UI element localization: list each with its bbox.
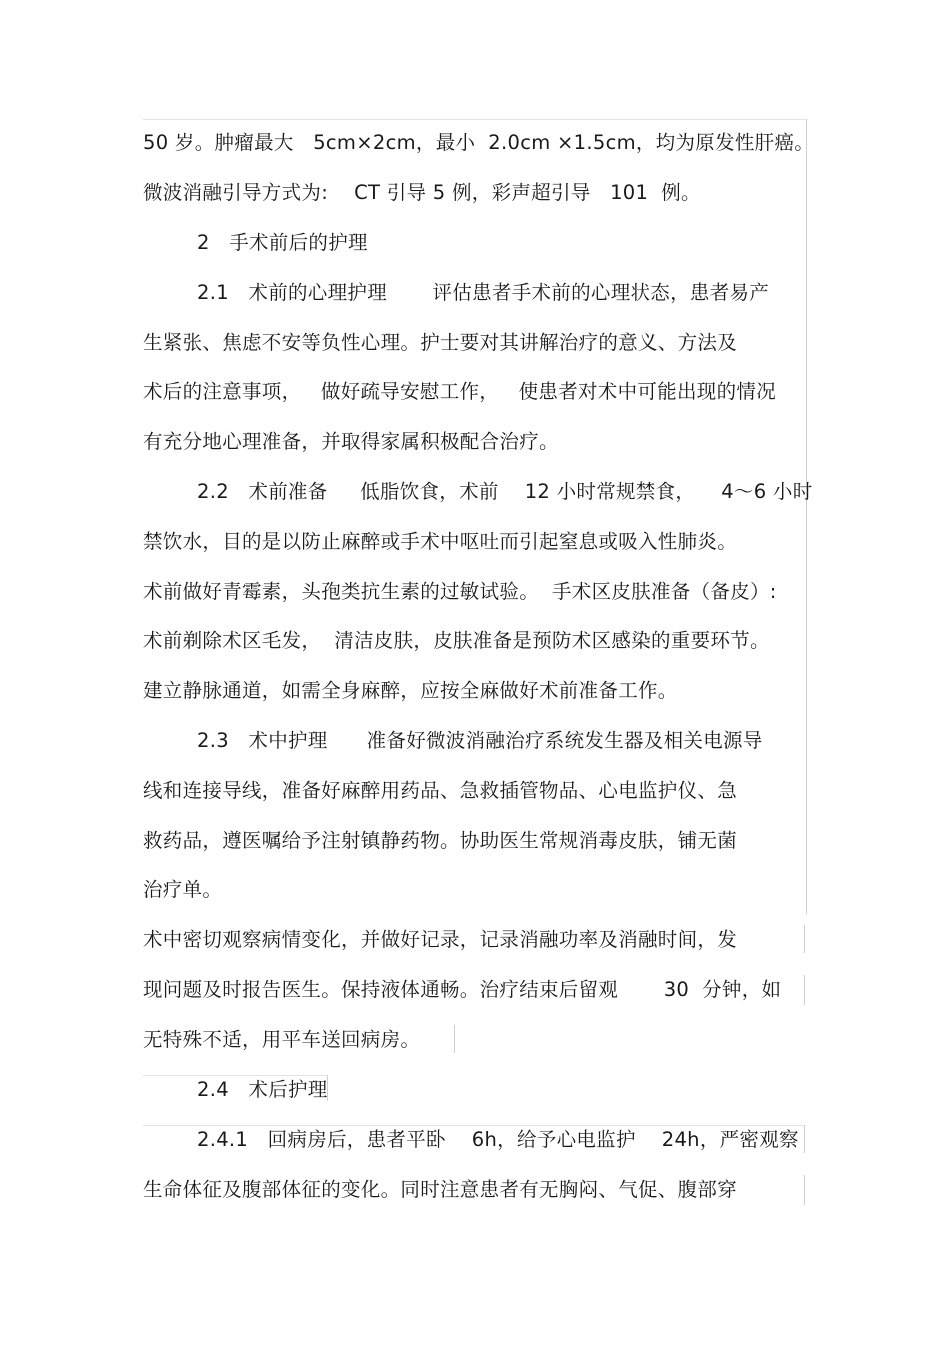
paragraph-start: 2.2 术前准备 低脂饮食，术前 12 小时常规禁食， 4～6 小时 xyxy=(197,480,813,503)
text-line: 50 岁。肿瘤最大 5cm×2cm，最小 2.0cm ×1.5cm，均为原发性肝癌。 xyxy=(143,131,815,154)
right-rule-seg6 xyxy=(804,1175,805,1205)
text-line: 术前剃除术区毛发， 清洁皮肤，皮肤准备是预防术区感染的重要环节。 xyxy=(143,629,770,652)
text-line: 微波消融引导方式为: CT 引导 5 例，彩声超引导 101 例。 xyxy=(143,181,701,204)
paragraph-start: 2.1 术前的心理护理 评估患者手术前的心理状态，患者易产 xyxy=(197,281,770,304)
text-line: 救药品，遵医嘱给予注射镇静药物。协助医生常规消毒皮肤，铺无菌 xyxy=(143,829,738,852)
right-rule-seg1 xyxy=(804,925,805,953)
text-line: 生紧张、焦虑不安等负性心理。护士要对其讲解治疗的意义、方法及 xyxy=(143,331,738,354)
text-line: 术中密切观察病情变化，并做好记录，记录消融功率及消融时间，发 xyxy=(143,928,738,951)
text-line: 有充分地心理准备，并取得家属积极配合治疗。 xyxy=(143,430,559,453)
text-line: 术后的注意事项， 做好疏导安慰工作， 使患者对术中可能出现的情况 xyxy=(143,380,776,403)
right-rule-upper xyxy=(806,119,807,914)
section-heading: 2 手术前后的护理 xyxy=(197,231,368,254)
section-heading: 2.4 术后护理 xyxy=(197,1078,328,1101)
text-line: 建立静脉通道，如需全身麻醉，应按全麻做好术前准备工作。 xyxy=(143,679,678,702)
text-line: 线和连接导线，准备好麻醉用药品、急救插管物品、心电监护仪、急 xyxy=(143,779,738,802)
right-rule-seg3 xyxy=(454,1025,455,1053)
paragraph-start: 2.4.1 回病房后，患者平卧 6h，给予心电监护 24h，严密观察 xyxy=(197,1128,799,1151)
text-line: 无特殊不适，用平车送回病房。 xyxy=(143,1028,421,1051)
section-rule-2 xyxy=(143,1125,806,1126)
text-line: 现问题及时报告医生。保持液体通畅。治疗结束后留观 30 分钟，如 xyxy=(143,978,782,1001)
right-rule-seg5 xyxy=(804,1125,805,1153)
text-line: 生命体征及腹部体征的变化。同时注意患者有无胸闷、气促、腹部穿 xyxy=(143,1178,738,1201)
paragraph-start: 2.3 术中护理 准备好微波消融治疗系统发生器及相关电源导 xyxy=(197,729,763,752)
text-line: 治疗单。 xyxy=(143,878,223,901)
text-line: 术前做好青霉素，头孢类抗生素的过敏试验。 手术区皮肤准备（备皮）: xyxy=(143,580,777,603)
text-line: 禁饮水，目的是以防止麻醉或手术中呕吐而引起窒息或吸入性肺炎。 xyxy=(143,530,738,553)
top-rule xyxy=(143,119,807,120)
right-rule-seg2 xyxy=(804,975,805,1005)
section-rule-1 xyxy=(143,1075,328,1076)
